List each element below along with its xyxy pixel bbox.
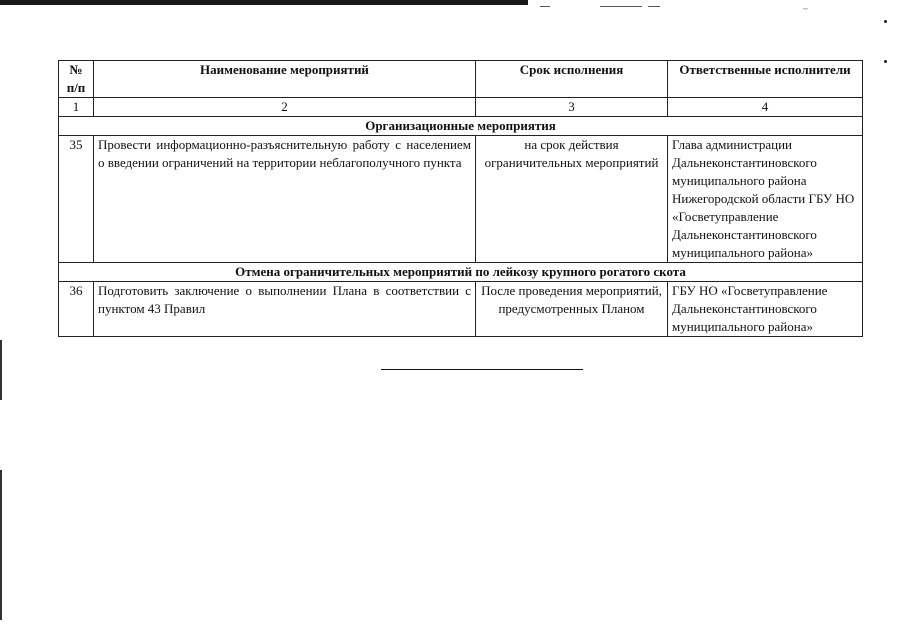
section-row: [59, 117, 863, 136]
row-number: 35: [59, 136, 94, 263]
section-row: [59, 263, 863, 282]
row-deadline: После проведения мероприятий, предусмотренных Планом: [476, 282, 668, 337]
scan-edge-top: [0, 0, 528, 5]
scan-edge-left: [0, 340, 2, 400]
row-number: 36: [59, 282, 94, 337]
scan-mark: [540, 6, 550, 7]
column-number-row: [59, 98, 863, 117]
column-number: 2: [94, 98, 476, 117]
scan-mark: [600, 6, 642, 7]
scan-smudge: ~: [803, 4, 808, 14]
section-title: Организационные мероприятия: [59, 117, 863, 136]
end-of-document-line: [381, 369, 583, 370]
row-deadline: на срок действия ограничительных мероприятий: [476, 136, 668, 263]
table-row: [59, 136, 863, 263]
row-action: Подготовить заключение о выполнении Плана в соответствии с пунктом 43 Правил: [94, 282, 476, 337]
header-row: [59, 61, 863, 98]
scan-dot: [884, 20, 887, 23]
column-number: 1: [59, 98, 94, 117]
column-number: 4: [668, 98, 863, 117]
header-name: Наименование мероприятий: [94, 61, 476, 98]
row-responsible: Глава администрации Дальнеконстантиновского муниципального района Нижегородской области ГБУ НО «Госветуправление Дальнеконстантиновского муниципального района»: [668, 136, 863, 263]
column-number: 3: [476, 98, 668, 117]
plan-table: [58, 60, 863, 337]
header-responsible: Ответственные исполнители: [668, 61, 863, 98]
row-responsible: ГБУ НО «Госветуправление Дальнеконстантиновского муниципального района»: [668, 282, 863, 337]
scan-mark: [648, 6, 660, 7]
section-title: Отмена ограничительных мероприятий по лейкозу крупного рогатого скота: [59, 263, 863, 282]
header-deadline: Срок исполнения: [476, 61, 668, 98]
scan-edge-left: [0, 470, 2, 620]
header-num: № п/п: [59, 61, 94, 98]
row-action: Провести информационно-разъяснительную работу с населением о введении ограничений на территории неблагополучного пункта: [94, 136, 476, 263]
scan-dot: [884, 60, 887, 63]
table-row: [59, 282, 863, 337]
